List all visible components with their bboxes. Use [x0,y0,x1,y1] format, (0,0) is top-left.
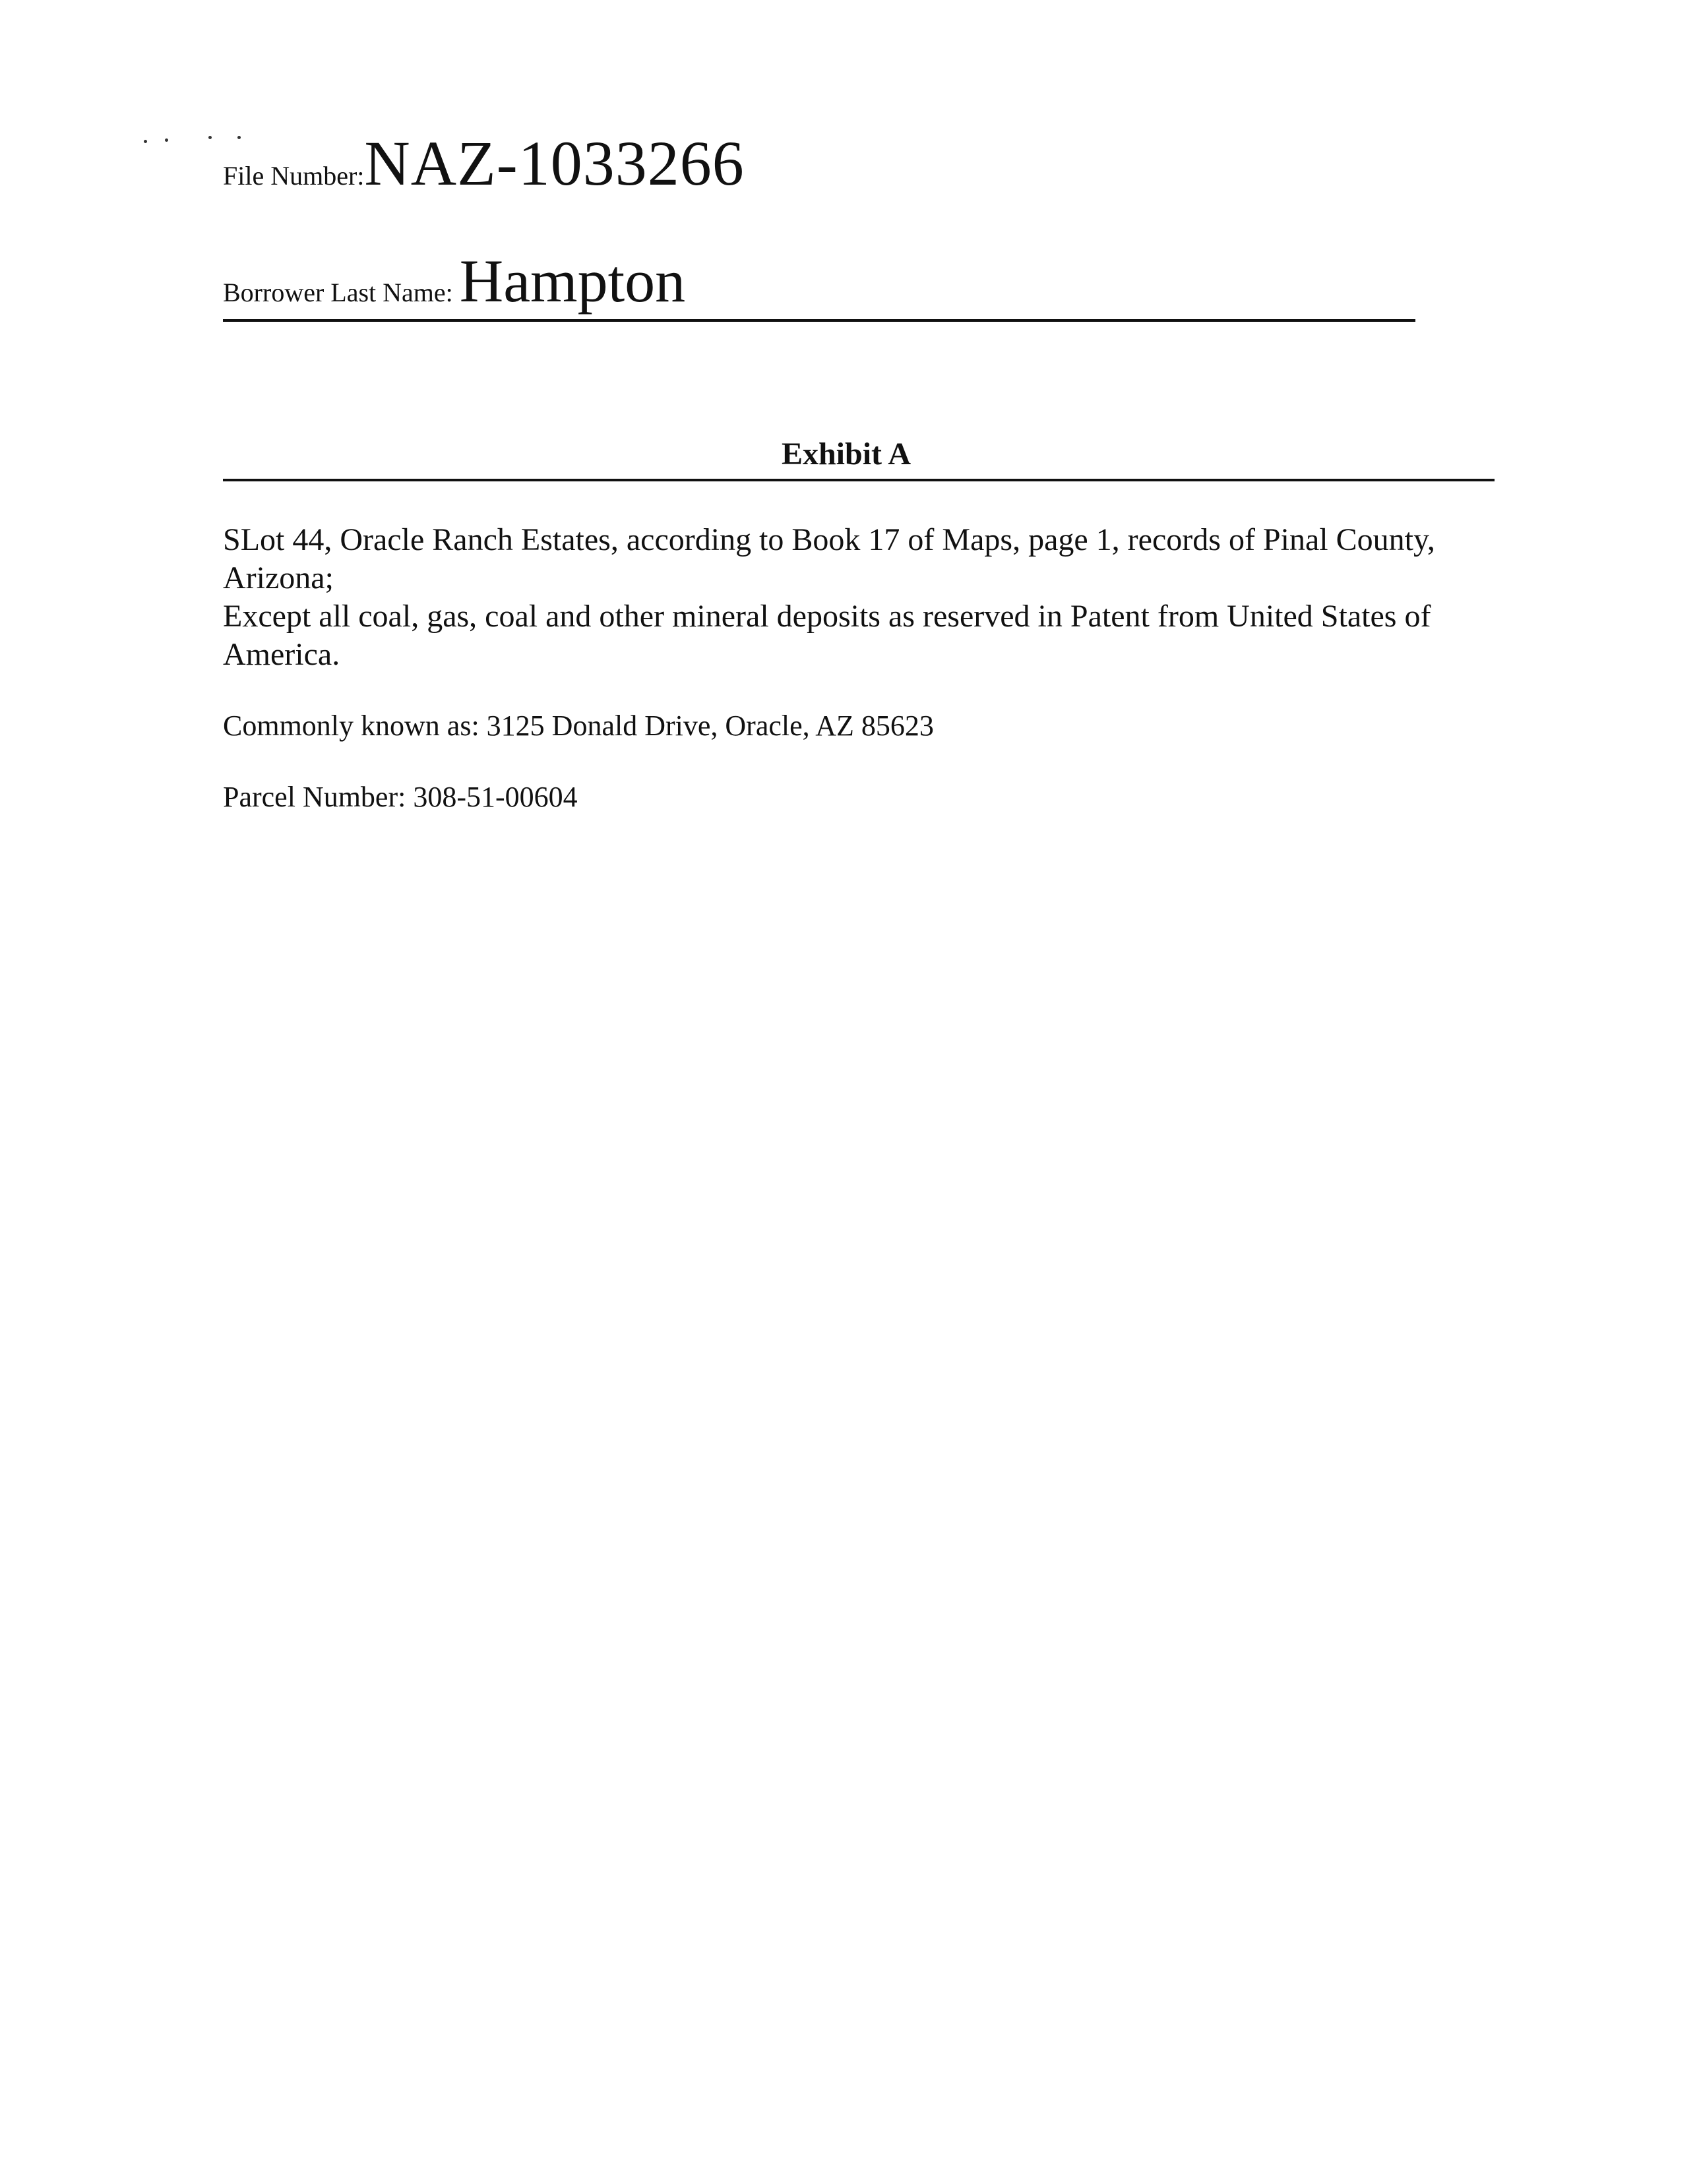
borrower-label: Borrower Last Name: [223,278,453,307]
file-number-value: NAZ-1033266 [364,128,745,198]
file-number-line [223,128,745,198]
parcel-number: Parcel Number: 308-51-00604 [223,781,578,813]
legal-description-line: Arizona; [223,561,334,595]
exhibit-title: Exhibit A [781,437,911,471]
file-number-label: File Number: [223,161,365,191]
borrower-line [223,247,686,315]
exhibit-rule [223,479,1495,481]
exception-line: Except all coal, gas, coal and other mineral deposits as reserved in Patent from United States of [223,599,1431,634]
scan-speck [165,138,168,142]
legal-description-line: SLot 44, Oracle Ranch Estates, according to Book 17 of Maps, page 1, records of Pinal County, [223,522,1435,557]
borrower-underline [223,319,1415,322]
exception-line: America. [223,637,340,672]
scan-speck [208,136,212,139]
commonly-known-as: Commonly known as: 3125 Donald Drive, Oracle, AZ 85623 [223,710,934,742]
scan-speck [144,140,147,143]
legal-description [223,521,1496,674]
borrower-value: Hampton [459,247,686,315]
